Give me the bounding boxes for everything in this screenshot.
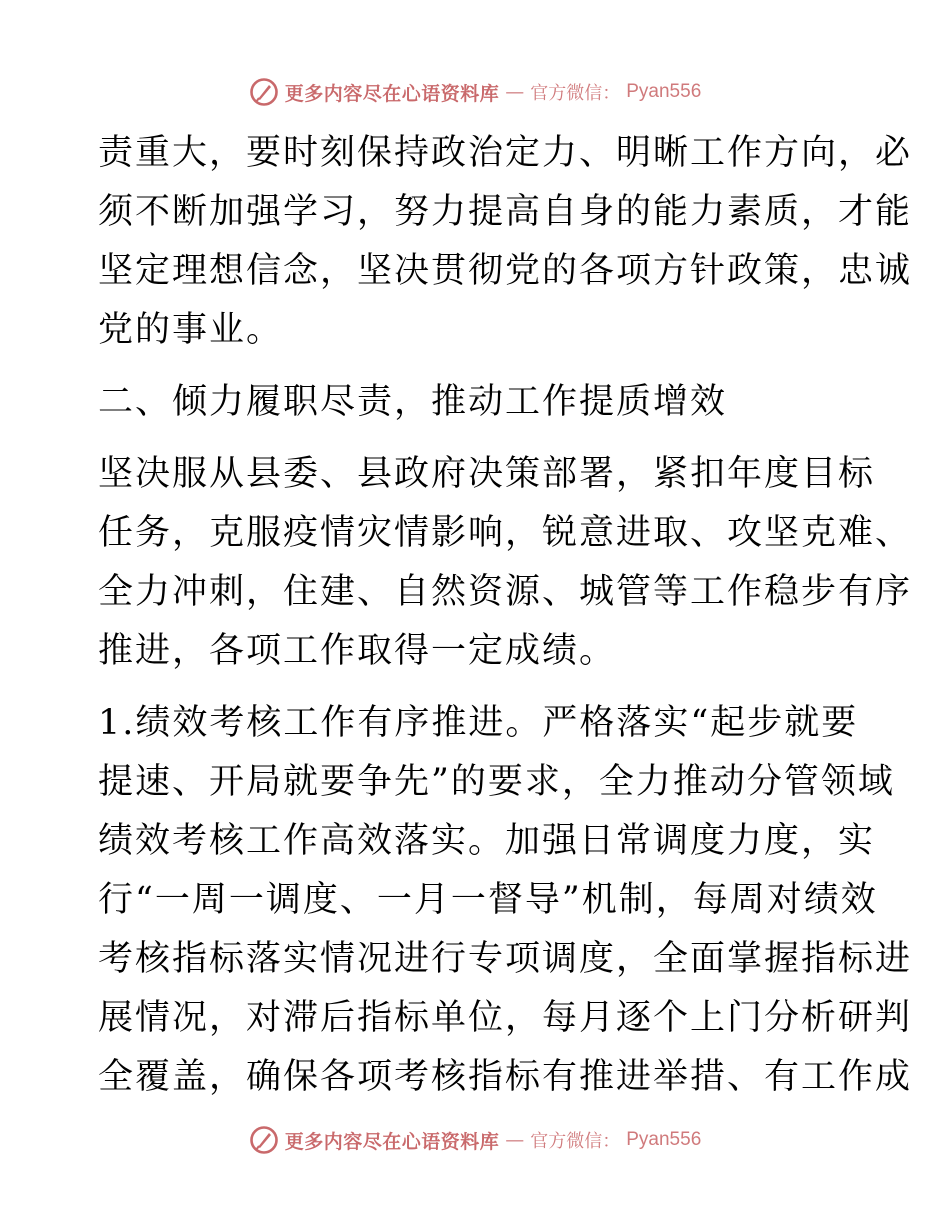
watermark-wechat-id: Pyan556 — [626, 1129, 702, 1150]
footer-watermark — [0, 1120, 950, 1160]
text-line: 绩效考核工作高效落实。加强日常调度力度，实 — [98, 821, 876, 861]
quill-logo-icon — [249, 1125, 279, 1155]
document-body — [98, 124, 913, 1107]
paragraph-1 — [98, 124, 913, 360]
quill-logo-icon — [249, 77, 279, 107]
watermark-separator: — — [505, 81, 525, 103]
text-line: 坚定理想信念，坚决贯彻党的各项方针政策，忠诚 — [98, 251, 913, 291]
section-heading — [98, 373, 858, 432]
watermark-wechat-label: 官方微信： — [530, 1131, 621, 1152]
text-line: 1.绩效考核工作有序推进。严格落实“起步就要 — [98, 703, 859, 743]
text-line: 提速、开局就要争先”的要求，全力推动分管领域 — [98, 762, 895, 802]
watermark-brand: 更多内容尽在心语资料库 — [284, 1130, 500, 1153]
text-line: 考核指标落实情况进行专项调度，全面掌握指标进 — [98, 939, 913, 979]
watermark-separator: — — [505, 1129, 525, 1151]
text-line: 须不断加强学习，努力提高自身的能力素质，才能 — [98, 192, 913, 232]
text-line: 党的事业。 — [98, 310, 284, 350]
heading-text: 二、倾力履职尽责，推动工作提质增效 — [98, 382, 728, 422]
text-line: 全力冲刺，住建、自然资源、城管等工作稳步有序 — [98, 572, 913, 612]
text-line: 责重大，要时刻保持政治定力、明晰工作方向，必 — [98, 133, 913, 173]
watermark-wechat-id: Pyan556 — [626, 81, 702, 102]
text-line: 行“一周一调度、一月一督导”机制，每周对绩效 — [98, 880, 878, 920]
text-line: 任务，克服疫情灾情影响，锐意进取、攻坚克难、 — [98, 513, 913, 553]
text-line: 全覆盖，确保各项考核指标有推进举措、有工作成 — [98, 1057, 913, 1097]
header-watermark — [0, 72, 950, 112]
text-line: 坚决服从县委、县政府决策部署，紧扣年度目标 — [98, 454, 876, 494]
watermark-brand: 更多内容尽在心语资料库 — [284, 82, 500, 105]
text-line: 推进，各项工作取得一定成绩。 — [98, 631, 617, 671]
paragraph-2 — [98, 445, 913, 681]
text-line: 展情况，对滞后指标单位，每月逐个上门分析研判 — [98, 998, 913, 1038]
paragraph-3 — [98, 694, 913, 1107]
watermark-wechat-label: 官方微信： — [530, 83, 621, 104]
